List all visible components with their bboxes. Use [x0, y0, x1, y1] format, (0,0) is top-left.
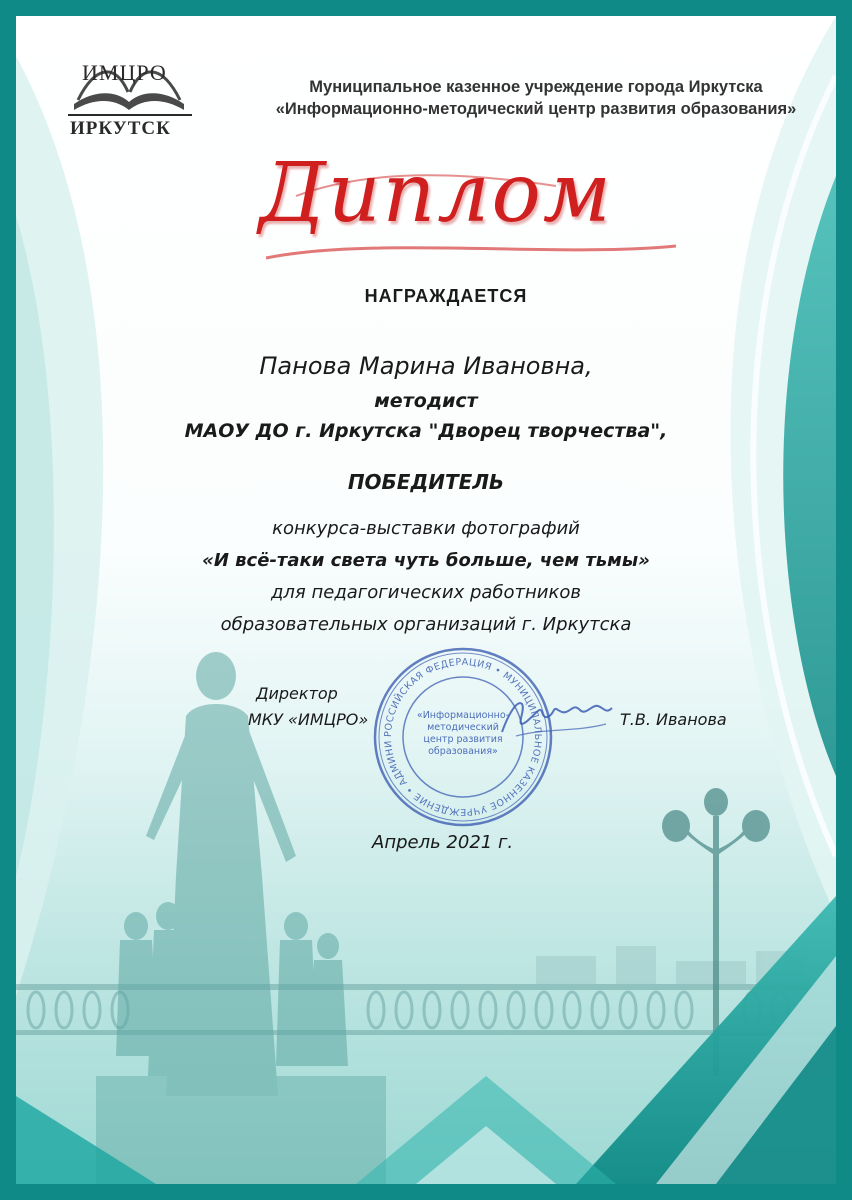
stamp-center-line3: центр развития: [423, 734, 503, 745]
imcro-logo: [64, 54, 194, 144]
org-name-line2: «Информационно-методический центр развития образования»: [275, 100, 797, 118]
contest-line4: образовательных организаций г. Иркутска: [220, 614, 632, 635]
signature-name: Т.В. Иванова: [620, 710, 727, 729]
contest-line3: для педагогических работников: [270, 582, 581, 603]
contest-line1: конкурса-выставки фотографий: [272, 518, 580, 539]
recipient-name: Панова Марина Ивановна,: [259, 352, 593, 380]
handwritten-signature: [496, 692, 616, 742]
stamp-outer-text: РОССИЙСКАЯ ФЕДЕРАЦИЯ • МУНИЦИПАЛЬНОЕ КАЗЕННОЕ УЧРЕЖДЕНИЕ • АДМИНИ: [382, 656, 544, 818]
stamp-center-line2: методический: [427, 722, 499, 733]
awarded-label: НАГРАЖДАЕТСЯ: [364, 286, 528, 306]
contest-title: «И всё-таки света чуть больше, чем тьмы»: [202, 550, 650, 571]
logo-top-text: ИМЦРО: [82, 60, 167, 85]
org-name-line1: Муниципальное казенное учреждение города Иркутска: [309, 78, 763, 96]
award-result: ПОБЕДИТЕЛЬ: [347, 470, 505, 494]
logo-divider: [68, 114, 192, 116]
title-flourish: [256, 166, 696, 266]
diploma-inner: [16, 16, 836, 1184]
recipient-organization: МАОУ ДО г. Иркутска "Дворец творчества",: [184, 420, 668, 442]
signature-role-line2: МКУ «ИМЦРО»: [248, 710, 369, 729]
issue-date: Апрель 2021 г.: [372, 832, 514, 853]
signature-role-line1: Директор: [256, 684, 338, 703]
stamp-center-line1: «Информационно-: [416, 710, 510, 721]
stamp-center-line4: образования»: [428, 746, 498, 757]
monument: [96, 652, 386, 1184]
recipient-position: методист: [374, 390, 478, 412]
logo-bottom-text: ИРКУТСК: [70, 118, 171, 139]
diploma-title: Диплом: [259, 146, 613, 241]
